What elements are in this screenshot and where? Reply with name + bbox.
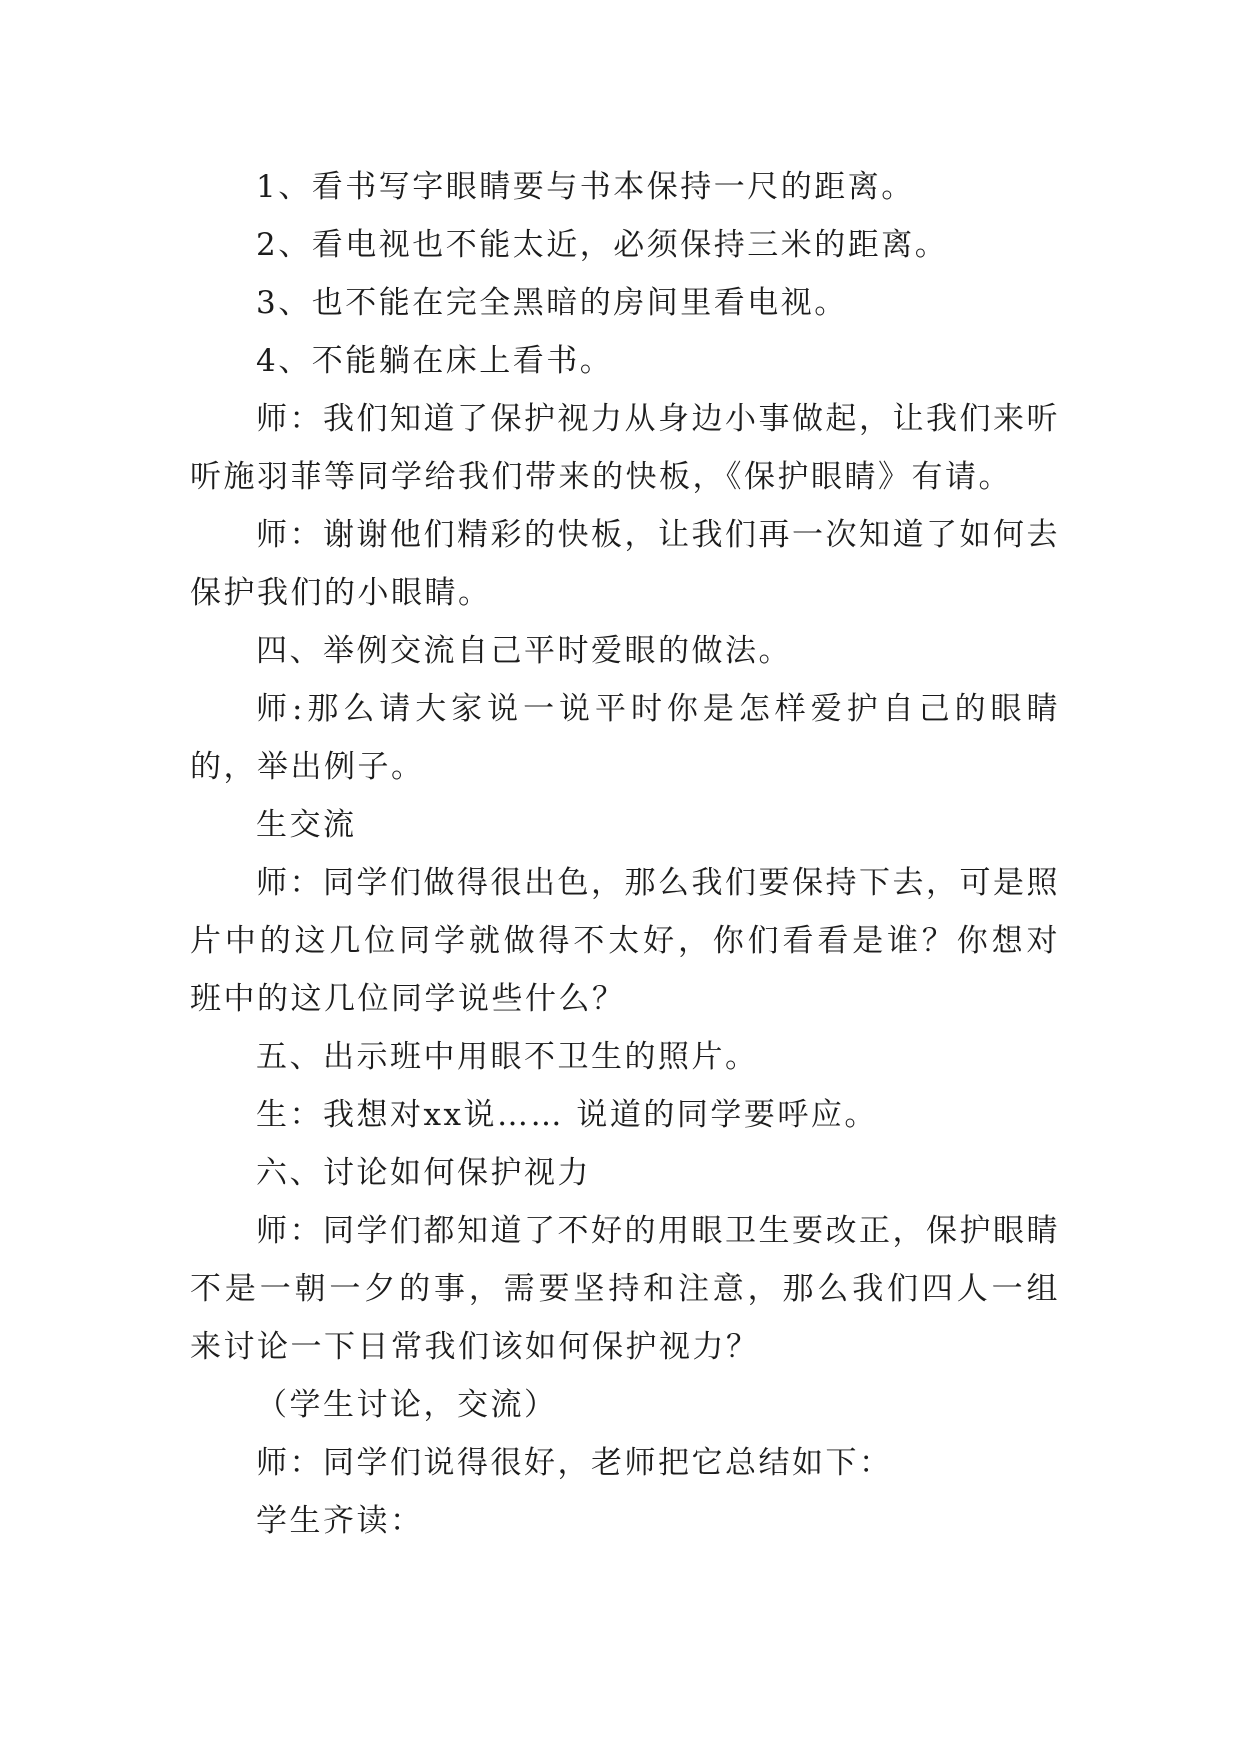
paragraph-9: 生交流 (256, 807, 357, 843)
paragraph-1: 1、看书写字眼睛要与书本保持一尺的距离。 (256, 169, 915, 205)
paragraph-14: 师：同学们都知道了不好的用眼卫生要改正，保护眼睛不是一朝一夕的事，需要坚持和注意，那么我们四人一组来讨论一下日常我们该如何保护视力？ (190, 1213, 1060, 1365)
paragraph-3: 3、也不能在完全黑暗的房间里看电视。 (256, 285, 848, 321)
section-heading-6: 六、讨论如何保护视力 (256, 1155, 591, 1191)
document-body (190, 158, 1060, 1550)
paragraph-16: 师：同学们说得很好，老师把它总结如下： (256, 1445, 893, 1481)
paragraph-10: 师：同学们做得很出色，那么我们要保持下去，可是照片中的这几位同学就做得不太好，你们看看是谁？你想对班中的这几位同学说些什么？ (190, 865, 1060, 1017)
paragraph-2: 2、看电视也不能太近，必须保持三米的距离。 (256, 227, 949, 263)
paragraph-12: 生：我想对xx说…… 说道的同学要呼应。 (256, 1097, 878, 1133)
paragraph-5: 师：我们知道了保护视力从身边小事做起，让我们来听听施羽菲等同学给我们带来的快板，《保护眼睛》有请。 (190, 401, 1060, 495)
paragraph-8: 师:那么请大家说一说平时你是怎样爱护自己的眼睛的，举出例子。 (190, 691, 1060, 785)
paragraph-15: （学生讨论，交流） (256, 1387, 558, 1423)
section-heading-4: 四、举例交流自己平时爱眼的做法。 (256, 633, 792, 669)
paragraph-4: 4、不能躺在床上看书。 (256, 343, 614, 379)
paragraph-17: 学生齐读： (256, 1503, 424, 1539)
section-heading-5: 五、出示班中用眼不卫生的照片。 (256, 1039, 759, 1075)
paragraph-6: 师：谢谢他们精彩的快板，让我们再一次知道了如何去保护我们的小眼睛。 (190, 517, 1060, 611)
